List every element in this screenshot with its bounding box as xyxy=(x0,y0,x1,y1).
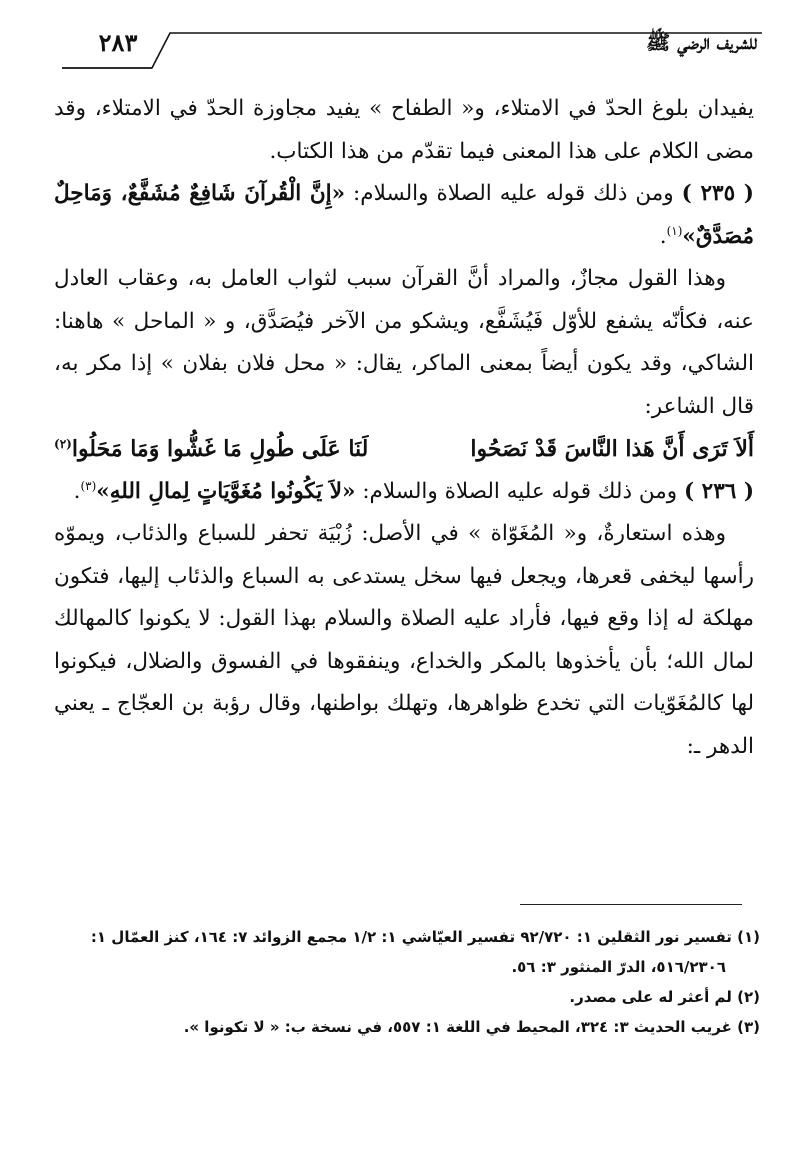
poem-hemistich-text: لَنَا عَلَى طُولِ مَا غَشُّوا وَمَا مَحَلُوا xyxy=(71,436,369,462)
footnote-1-continued: ٥١٦/٢٣٠٦، الدرّ المنثور ٣: ٥٦. xyxy=(511,958,726,976)
footnote-text: لم أعثر له على مصدر. xyxy=(569,988,732,1006)
poem-hemistich-right: أَلاَ تَرَى أَنَّ هَذا النَّاسَ قَدْ نَصَحُوا xyxy=(470,436,754,462)
continued-paragraph xyxy=(54,88,754,173)
footnote-text: غريب الحديث ٣: ٣٢٤، المحيط في اللغة ١: ٥٥٧، في نسخة ب: « لا تكونوا ». xyxy=(183,1018,732,1036)
entry-number: ( ٢٣٦ ) xyxy=(684,478,754,504)
entry-intro: ومن ذلك قوله عليه الصلاة والسلام: xyxy=(345,181,682,206)
footnotes xyxy=(48,922,760,1042)
entry-intro: ومن ذلك قوله عليه الصلاة والسلام: xyxy=(355,478,684,504)
footnote-1 xyxy=(48,922,760,952)
footnote-3 xyxy=(48,1012,760,1042)
footnote-text: تفسير نور الثقلين ١: ٩٢/٧٢٠ تفسير العيّاشي ١: ١/٢ مجمع الزوائد ٧: ١٦٤، كنز العمّال ١: xyxy=(90,928,732,946)
hadith-text: «لاَ يَكُونُوا مُغَوَّيَاتٍ لِمالِ اللهِ» xyxy=(96,478,356,504)
body-line: الامتلاء، وقد مضى الكلام على هذا المعنى فيما تقدّم من هذا الكتاب. xyxy=(54,96,754,164)
poem-verse xyxy=(54,428,754,471)
hadith-text: «إِنَّ الْقُرآنَ شَافِعٌ مُشَفَّعٌ، وَمَاحِلٌ مُصَدَّقٌ» xyxy=(54,181,754,249)
commentary-paragraph: وهذه استعارةٌ، و« المُغَوّاة » في الأصل: زُبْيَة تحفر للسباع والذئاب، ويموّه رأسها ليخفى قعرها، ويجعل فيها سخل يستدعى به السباع والذئاب إليها، فتكون مهلكة له إذا وقع فيها، فأراد عليه الصلاة والسلام بهذا القول: لا يكونوا كالمهالك لمال الله؛ بأن يأخذوها بالمكر والخداع، وينفقوها في الفسوق والضلال، فيكونوا لها كالمُغَوّيات التي تخدع ظواهرها، وتهلك بواطنها، وقال رؤبة بن العجّاج ـ يعني الدهر ـ: xyxy=(54,521,754,759)
footnote-marker: (١) xyxy=(737,928,760,946)
hadith-entry-236 xyxy=(54,471,754,514)
footnote-ref: (١) xyxy=(666,223,683,238)
page-number: ٢٨٣ xyxy=(98,28,138,57)
footnote-marker: (٢) xyxy=(737,988,760,1006)
punct: . xyxy=(659,223,667,249)
punct: . xyxy=(73,478,81,504)
footnote-separator xyxy=(520,904,742,905)
hadith-entry-235 xyxy=(54,173,754,258)
body-text xyxy=(54,88,754,768)
commentary-paragraph: وهذا القول مجازٌ، والمراد أنَّ القرآن سبب لثواب العامل به، وعقاب العادل عنه، فكأنّه يشفع للأوّل فَيُشَفَّع، ويشكو من الآخر فيُصَدَّق، و « الماحل » هاهنا: الشاكي، وقد يكون أيضاً بمعنى الماكر، يقال: « محل فلان بفلان » إذا مكر به، قال الشاعر: xyxy=(54,266,754,419)
poem-hemistich-left: لَنَا عَلَى طُولِ مَا غَشُّوا وَمَا مَحَلُوا(٢) xyxy=(54,428,368,471)
footnote-2 xyxy=(48,982,760,1012)
body-line: يفيدان بلوغ الحدّ في الامتلاء، و« الطفاح » يفيد مجاوزة الحدّ في xyxy=(169,96,754,121)
entry-number: ( ٢٣٥ ) xyxy=(681,181,754,206)
running-header-title: للشريف الرضي ﷺ xyxy=(646,30,757,54)
footnote-marker: (٣) xyxy=(737,1018,760,1036)
footnote-ref: (٣) xyxy=(80,478,97,493)
